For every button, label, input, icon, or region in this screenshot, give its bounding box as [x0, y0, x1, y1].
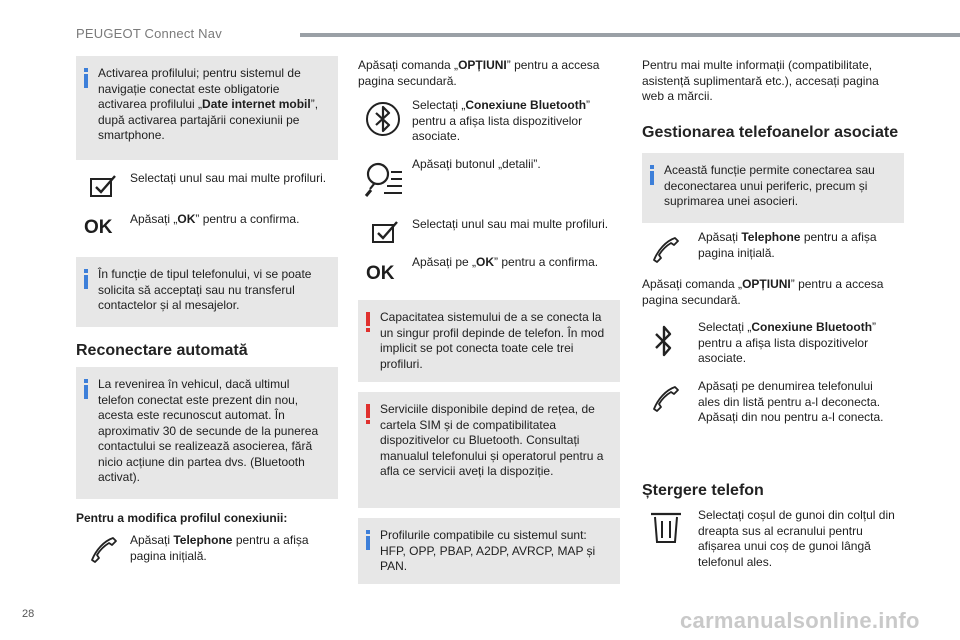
warning-icon [366, 312, 370, 332]
info-icon [84, 269, 88, 289]
ok-icon: OK [366, 263, 395, 284]
checkbox-check-icon [86, 170, 120, 204]
para-options: Apăsați comanda „OPȚIUNI” pentru a accesa pagina secundară. [642, 277, 884, 307]
info-text: La revenirea în vehicul, dacă ultimul telefon conectat este prezent din nou, acesta este recunoscut automat. În aproximativ 30 de secunde de la punerea contactului se realizează asocierea, fără nicio acțiune din partea dvs. (Bluetooth activat). [98, 377, 319, 484]
info-text: Activarea profilului; pentru sistemul de navigație conectat este obligatorie activarea profilului „Date internet mobil”, după activarea partajării conexiunii pe smartphone. [98, 66, 319, 142]
watermark: carmanualsonline.info [680, 608, 920, 633]
info-box-compatible-profiles [358, 518, 620, 584]
warning-text: Serviciile disponibile depind de rețea, de cartela SIM și de compatibilitatea dispozitivelor cu Bluetooth. Consultați manualul telefonului și operatorul pentru a afla ce servicii aveți la dispoziție. [380, 402, 604, 478]
ok-icon: OK [84, 217, 113, 238]
page-number: 28 [22, 608, 35, 620]
info-icon [366, 530, 370, 550]
header-bar [300, 33, 960, 37]
checkbox-check-icon [368, 216, 402, 250]
info-text: În funcție de tipul telefonului, vi se poate solicita să acceptați sau nu transferul contactelor și al mesajelor. [98, 267, 312, 312]
bluetooth-icon [364, 100, 402, 138]
step-confirm-ok: Apăsați pe „OK” pentru a confirma. [412, 255, 599, 269]
section-heading-manage-phones: Gestionarea telefoanelor asociate [642, 124, 899, 141]
intro-more-info: Pentru mai multe informații (compatibilitate, asistență suplimentară etc.), accesați pagina web a mărcii. [642, 58, 879, 103]
step-press-phone-name: Apăsați pe denumirea telefonului ales din listă pentru a-l deconecta. Apăsați din nou pentru a-l conecta. [698, 379, 884, 424]
step-select-profiles: Selectați unul sau mai multe profiluri. [130, 171, 327, 185]
header-title: PEUGEOT Connect Nav [76, 26, 222, 41]
bluetooth-icon [650, 322, 678, 360]
info-box-auto-reconnect [76, 367, 338, 499]
info-text: Profilurile compatibile cu sistemul sunt: HFP, OPP, PBAP, A2DP, AVRCP, MAP și PAN. [380, 528, 596, 573]
step-select-profiles: Selectați unul sau mai multe profiluri. [412, 217, 609, 231]
info-box-contacts-transfer [76, 257, 338, 327]
info-text: Această funcție permite conectarea sau deconectarea unui periferic, precum și suprimarea unei asocieri. [664, 163, 875, 208]
warning-icon [366, 404, 370, 424]
step-confirm-ok: Apăsați „OK” pentru a confirma. [130, 212, 300, 226]
warning-box-profile-capacity [358, 300, 620, 382]
intro-options: Apăsați comanda „OPȚIUNI” pentru a accesa pagina secundară. [358, 58, 600, 88]
step-press-telephone: Apăsați Telephone pentru a afișa pagina inițială. [130, 533, 309, 563]
subheading-modify-profile: Pentru a modifica profilul conexiunii: [76, 511, 288, 525]
phone-handset-icon [648, 381, 682, 415]
section-heading-delete-phone: Ștergere telefon [642, 482, 764, 499]
step-press-details: Apăsați butonul „detalii”. [412, 157, 541, 171]
details-search-icon [364, 160, 404, 198]
warning-text: Capacitatea sistemului de a se conecta la un singur profil depinde de telefon. În mod implicit se pot conecta toate cele trei profiluri. [380, 310, 605, 371]
page-header [0, 0, 960, 40]
section-heading-reconnect: Reconectare automată [76, 342, 248, 359]
warning-box-services [358, 392, 620, 508]
trash-icon [648, 508, 684, 546]
step-select-trash: Selectați coșul de gunoi din colțul din dreapta sus al ecranului pentru afișarea unui coș de gunoi lângă telefonul ales. [698, 508, 895, 569]
step-press-telephone: Apăsați Telephone pentru a afișa pagina inițială. [698, 230, 877, 260]
info-box-manage-function [642, 153, 904, 223]
info-icon [650, 165, 654, 185]
step-select-bluetooth: Selectați „Conexiune Bluetooth” pentru a afișa lista dispozitivelor asociate. [412, 98, 591, 143]
phone-handset-icon [648, 232, 682, 266]
info-icon [84, 379, 88, 399]
info-icon [84, 68, 88, 88]
phone-handset-icon [86, 532, 120, 566]
info-box-profile-activation [76, 56, 338, 160]
step-select-bluetooth: Selectați „Conexiune Bluetooth” pentru a afișa lista dispozitivelor asociate. [698, 320, 877, 365]
